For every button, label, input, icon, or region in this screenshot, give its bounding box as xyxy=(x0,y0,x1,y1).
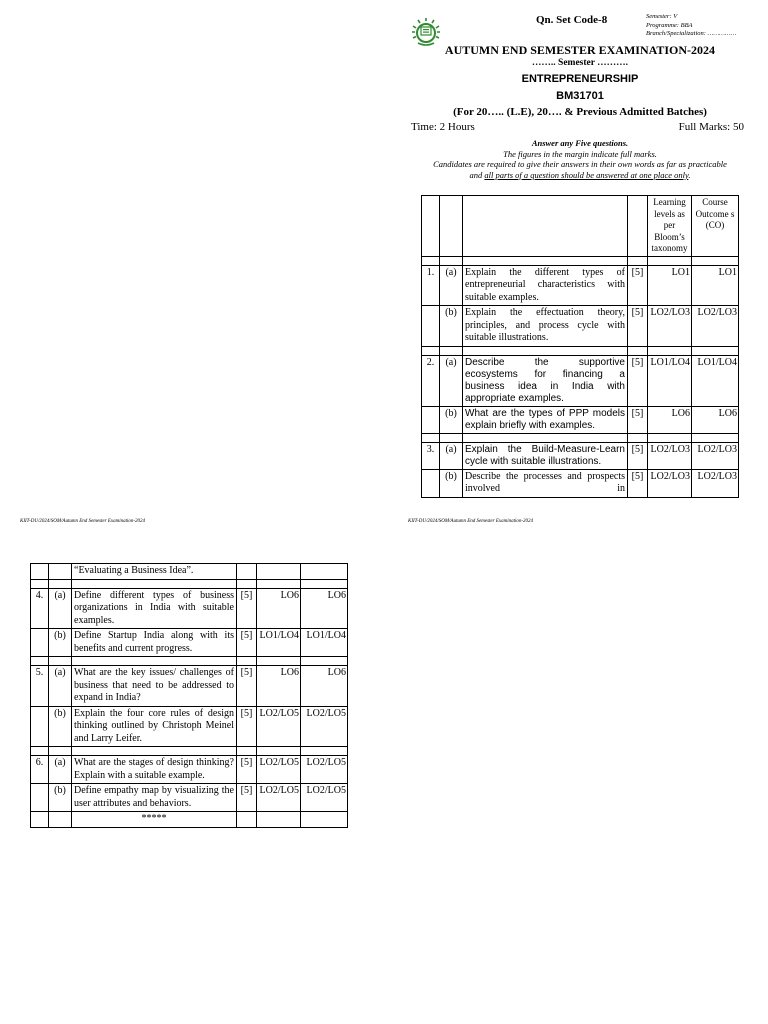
question-text: Describe the processes and prospects involved in xyxy=(463,469,628,497)
cell-empty xyxy=(237,657,257,666)
table-row xyxy=(422,306,739,347)
table-row xyxy=(422,265,739,306)
cell-empty xyxy=(49,579,72,588)
cell-empty xyxy=(49,747,72,756)
course-outcome: LO2/LO5 xyxy=(301,784,348,812)
question-text: Define Startup India along with its benefits and current progress. xyxy=(72,629,237,657)
cell-empty xyxy=(72,657,237,666)
branch-meta: Branch/Specialization: …………… xyxy=(646,30,737,37)
question-text: What are the types of PPP models explain briefly with examples. xyxy=(463,406,628,433)
cell-empty xyxy=(463,433,628,442)
learning-level: LO2/LO3 xyxy=(648,442,692,469)
question-part: (a) xyxy=(440,265,463,306)
cell-empty xyxy=(628,346,648,355)
cell-empty xyxy=(628,256,648,265)
question-part: (b) xyxy=(440,306,463,347)
question-number: 1. xyxy=(422,265,440,306)
question-text: What are the key issues/ challenges of business that need to be addressed to expand in India? xyxy=(72,666,237,707)
cell-empty xyxy=(49,812,72,828)
cell-empty xyxy=(31,747,49,756)
course-outcome: LO2/LO5 xyxy=(301,706,348,747)
semester-meta: Semester: V xyxy=(646,13,678,20)
cell-empty xyxy=(648,346,692,355)
exam-title: AUTUMN END SEMESTER EXAMINATION-2024 xyxy=(444,43,716,57)
question-part: (b) xyxy=(49,629,72,657)
header-learning-levels: Learning levels as per Bloom’s taxonomy xyxy=(648,196,692,257)
table-header-row xyxy=(422,196,739,257)
end-row xyxy=(31,812,348,828)
question-number xyxy=(422,306,440,347)
cell-empty xyxy=(692,433,739,442)
table-row xyxy=(31,706,348,747)
course-outcome: LO2/LO5 xyxy=(301,756,348,784)
question-part: (b) xyxy=(49,706,72,747)
question-part: (a) xyxy=(440,442,463,469)
cell-empty xyxy=(257,579,301,588)
learning-level: LO2/LO5 xyxy=(257,706,301,747)
cell-empty xyxy=(463,346,628,355)
question-marks: [5] xyxy=(628,469,648,497)
table-row xyxy=(31,666,348,707)
instruction-one-place-underlined: all parts of a question should be answered at one place only xyxy=(484,169,689,180)
table-row xyxy=(31,588,348,629)
question-text: Define empathy map by visualizing the user attributes and behaviors. xyxy=(72,784,237,812)
full-marks: Full Marks: 50 xyxy=(678,121,744,133)
table-row xyxy=(31,629,348,657)
learning-level: LO6 xyxy=(257,666,301,707)
question-marks: [5] xyxy=(628,355,648,406)
question-text: Explain the effectuation theory, principles, and process cycle with suitable illustrations. xyxy=(463,306,628,347)
instruction-one-place-post: . xyxy=(688,169,691,180)
programme-meta: Programme: BBA xyxy=(646,21,693,29)
question-number xyxy=(31,784,49,812)
cell-empty xyxy=(237,747,257,756)
cell-empty xyxy=(301,579,348,588)
cell-empty xyxy=(237,579,257,588)
question-marks: [5] xyxy=(628,406,648,433)
cell-empty xyxy=(31,579,49,588)
cell-empty xyxy=(257,657,301,666)
question-number: 6. xyxy=(31,756,49,784)
cell-empty xyxy=(422,433,440,442)
semester-line: …….. Semester ………. xyxy=(531,58,629,68)
course-outcome: LO2/LO3 xyxy=(692,469,739,497)
question-part: (b) xyxy=(440,469,463,497)
cell-empty xyxy=(301,657,348,666)
question-marks: [5] xyxy=(237,706,257,747)
footer-left: KIIT-DU/2024/SOM/Autumn End Semester Examination-2024 xyxy=(20,519,146,524)
question-text: Explain the Build-Measure-Learn cycle with suitable illustrations. xyxy=(463,442,628,469)
question-marks: [5] xyxy=(628,442,648,469)
cell-empty xyxy=(692,256,739,265)
spacer-row xyxy=(31,579,348,588)
question-number xyxy=(31,629,49,657)
table-row xyxy=(422,355,739,406)
cell-empty xyxy=(648,256,692,265)
end-mark: ***** xyxy=(72,812,237,828)
spacer-row xyxy=(31,657,348,666)
table-row xyxy=(31,564,348,580)
instruction-answer-any: Answer any Five questions. xyxy=(531,138,629,148)
question-part: (b) xyxy=(440,406,463,433)
subject-name: ENTREPRENEURSHIP xyxy=(521,73,639,85)
learning-level: LO2/LO5 xyxy=(257,784,301,812)
learning-level: LO1 xyxy=(648,265,692,306)
learning-level: LO2/LO5 xyxy=(257,756,301,784)
cell-empty xyxy=(237,564,257,580)
cell-empty xyxy=(31,564,49,580)
question-text: Define different types of business organizations in India with suitable examples. xyxy=(72,588,237,629)
course-outcome: LO2/LO3 xyxy=(692,306,739,347)
spacer-row xyxy=(422,256,739,265)
footer-right: KIIT-DU/2024/SOM/Autumn End Semester Examination-2024 xyxy=(408,519,534,524)
cell-empty xyxy=(692,346,739,355)
header-cell-empty xyxy=(440,196,463,257)
course-outcome: LO1/LO4 xyxy=(301,629,348,657)
cell-empty xyxy=(49,564,72,580)
question-table-page-1 xyxy=(421,195,739,498)
question-number xyxy=(31,706,49,747)
course-outcome: LO2/LO3 xyxy=(692,442,739,469)
learning-level: LO1/LO4 xyxy=(257,629,301,657)
instruction-own-words: Candidates are required to give their answers in their own words as far as practicable xyxy=(433,159,727,169)
question-part: (a) xyxy=(49,666,72,707)
cell-empty xyxy=(301,812,348,828)
question-number: 4. xyxy=(31,588,49,629)
instruction-one-place-pre: and xyxy=(469,169,485,180)
table-row xyxy=(31,756,348,784)
learning-level: LO2/LO3 xyxy=(648,469,692,497)
header-course-outcomes: Course Outcome s (CO) xyxy=(692,196,739,257)
question-marks: [5] xyxy=(237,756,257,784)
cell-empty xyxy=(440,433,463,442)
question-number: 2. xyxy=(422,355,440,406)
question-marks: [5] xyxy=(237,629,257,657)
header-cell-empty xyxy=(422,196,440,257)
spacer-row xyxy=(422,433,739,442)
cell-empty xyxy=(440,256,463,265)
course-outcome: LO6 xyxy=(692,406,739,433)
course-outcome: LO1 xyxy=(692,265,739,306)
course-outcome: LO6 xyxy=(301,588,348,629)
question-part: (a) xyxy=(49,588,72,629)
question-text: Explain the four core rules of design thinking outlined by Christoph Meinel and Larry Leifer. xyxy=(72,706,237,747)
cell-empty xyxy=(31,812,49,828)
question-part: (a) xyxy=(49,756,72,784)
exam-meta xyxy=(646,13,736,39)
cell-empty xyxy=(72,747,237,756)
question-number: 3. xyxy=(422,442,440,469)
cell-empty xyxy=(648,433,692,442)
question-part: (b) xyxy=(49,784,72,812)
question-table-page-2 xyxy=(30,563,348,828)
question-marks: [5] xyxy=(628,265,648,306)
question-marks: [5] xyxy=(628,306,648,347)
instruction-margin: The figures in the margin indicate full marks. xyxy=(503,148,657,159)
cell-empty xyxy=(628,433,648,442)
table-row xyxy=(422,442,739,469)
table-row xyxy=(31,784,348,812)
learning-level: LO1/LO4 xyxy=(648,355,692,406)
question-set-code: Qn. Set Code-8 xyxy=(536,14,608,26)
instruction-one-place xyxy=(404,170,756,181)
cell-empty xyxy=(237,812,257,828)
question-number xyxy=(422,406,440,433)
spacer-row xyxy=(422,346,739,355)
header-cell-empty xyxy=(628,196,648,257)
question-text: Describe the supportive ecosystems for financing a business idea in India with appropriate examples. xyxy=(463,355,628,406)
question-marks: [5] xyxy=(237,666,257,707)
learning-level: LO6 xyxy=(257,588,301,629)
header-cell-empty xyxy=(463,196,628,257)
cell-empty xyxy=(72,579,237,588)
cell-empty xyxy=(257,747,301,756)
cell-empty xyxy=(463,256,628,265)
course-outcome: LO1/LO4 xyxy=(692,355,739,406)
time-allowed: Time: 2 Hours xyxy=(411,121,475,133)
cell-empty xyxy=(49,657,72,666)
cell-empty xyxy=(301,564,348,580)
cell-empty xyxy=(31,657,49,666)
table-row xyxy=(422,469,739,497)
question-number xyxy=(422,469,440,497)
table-row xyxy=(422,406,739,433)
batches-line: (For 20….. (L.E), 20…. & Previous Admitted Batches) xyxy=(453,106,707,118)
question-marks: [5] xyxy=(237,588,257,629)
learning-level: LO6 xyxy=(648,406,692,433)
cell-empty xyxy=(257,812,301,828)
question-text: What are the stages of design thinking? Explain with a suitable example. xyxy=(72,756,237,784)
spacer-row xyxy=(31,747,348,756)
question-marks: [5] xyxy=(237,784,257,812)
course-code: BM31701 xyxy=(556,90,604,102)
learning-level: LO2/LO3 xyxy=(648,306,692,347)
continued-question-text: “Evaluating a Business Idea”. xyxy=(72,564,237,580)
cell-empty xyxy=(422,256,440,265)
cell-empty xyxy=(440,346,463,355)
question-number: 5. xyxy=(31,666,49,707)
cell-empty xyxy=(257,564,301,580)
question-text: Explain the different types of entrepreneurial characteristics with suitable examples. xyxy=(463,265,628,306)
course-outcome: LO6 xyxy=(301,666,348,707)
cell-empty xyxy=(422,346,440,355)
question-part: (a) xyxy=(440,355,463,406)
cell-empty xyxy=(301,747,348,756)
